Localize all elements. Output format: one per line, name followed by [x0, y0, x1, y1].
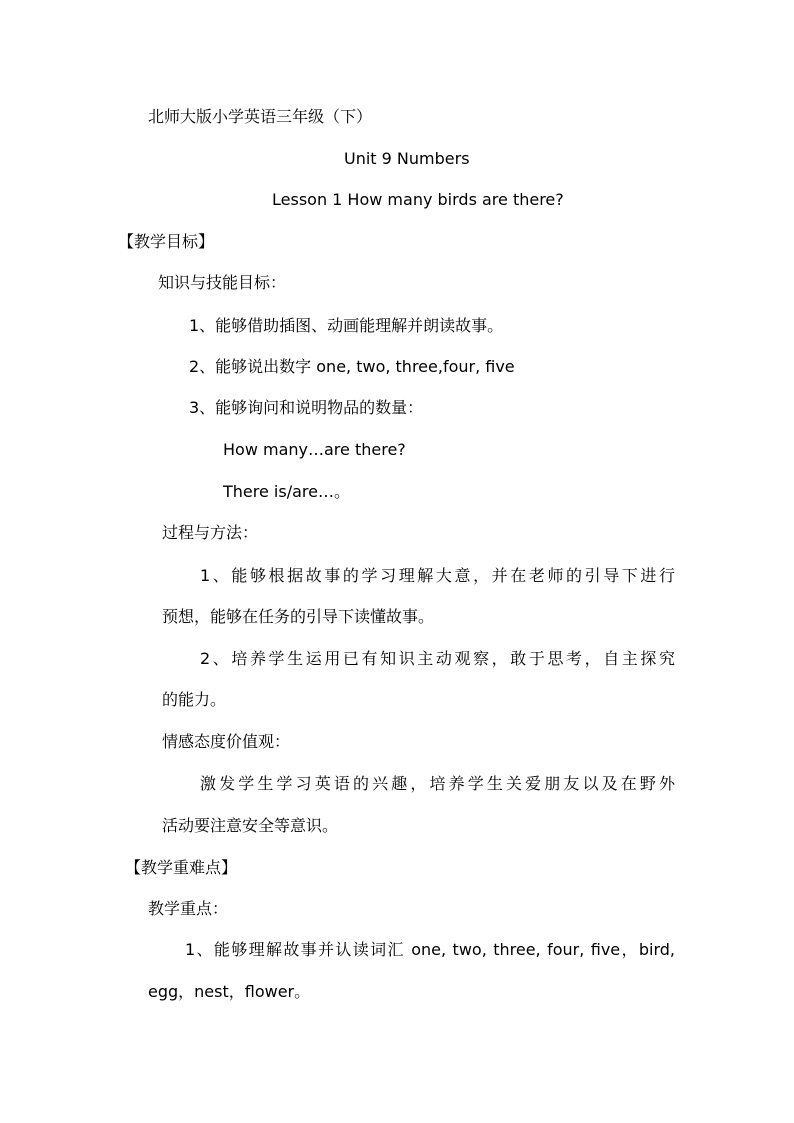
process-item-2-line-1: 2、培养学生运用已有知识主动观察，敢于思考，自主探究 [200, 649, 675, 668]
unit-title: Unit 9 Numbers [344, 149, 470, 168]
goal-item-2: 2、能够说出数字 one, two, three,four, five [189, 357, 515, 376]
process-item-1-line-1: 1、能够根据故事的学习理解大意，并在老师的引导下进行 [200, 566, 675, 585]
teaching-goals-heading: 【教学目标】 [118, 232, 215, 251]
key-points-heading: 【教学重难点】 [125, 858, 238, 877]
sentence-pattern-answer: There is/are…。 [223, 482, 350, 501]
goal-item-1: 1、能够借助插图、动画能理解并朗读故事。 [189, 316, 504, 335]
goal-item-3: 3、能够询问和说明物品的数量： [189, 398, 424, 417]
lesson-title: Lesson 1 How many birds are there? [272, 190, 564, 209]
emotion-values-title: 情感态度价值观： [162, 732, 291, 751]
knowledge-skills-title: 知识与技能目标： [158, 273, 287, 292]
process-item-2-line-2: 的能力。 [162, 690, 227, 709]
key-point-item-1-line-2: egg，nest，flower。 [148, 982, 311, 1001]
process-method-title: 过程与方法： [162, 523, 259, 542]
emotion-values-line-2: 活动要注意安全等意识。 [162, 816, 339, 835]
emotion-values-line-1: 激发学生学习英语的兴趣，培养学生关爱朋友以及在野外 [200, 774, 675, 793]
process-item-1-line-2: 预想，能够在任务的引导下读懂故事。 [162, 607, 435, 626]
sentence-pattern-question: How many…are there? [223, 440, 406, 459]
publisher-line: 北师大版小学英语三年级（下） [148, 107, 373, 126]
key-points-subheading: 教学重点： [148, 899, 229, 918]
key-point-item-1-line-1: 1、能够理解故事并认读词汇 one, two, three, four, five，bird, [185, 940, 675, 959]
